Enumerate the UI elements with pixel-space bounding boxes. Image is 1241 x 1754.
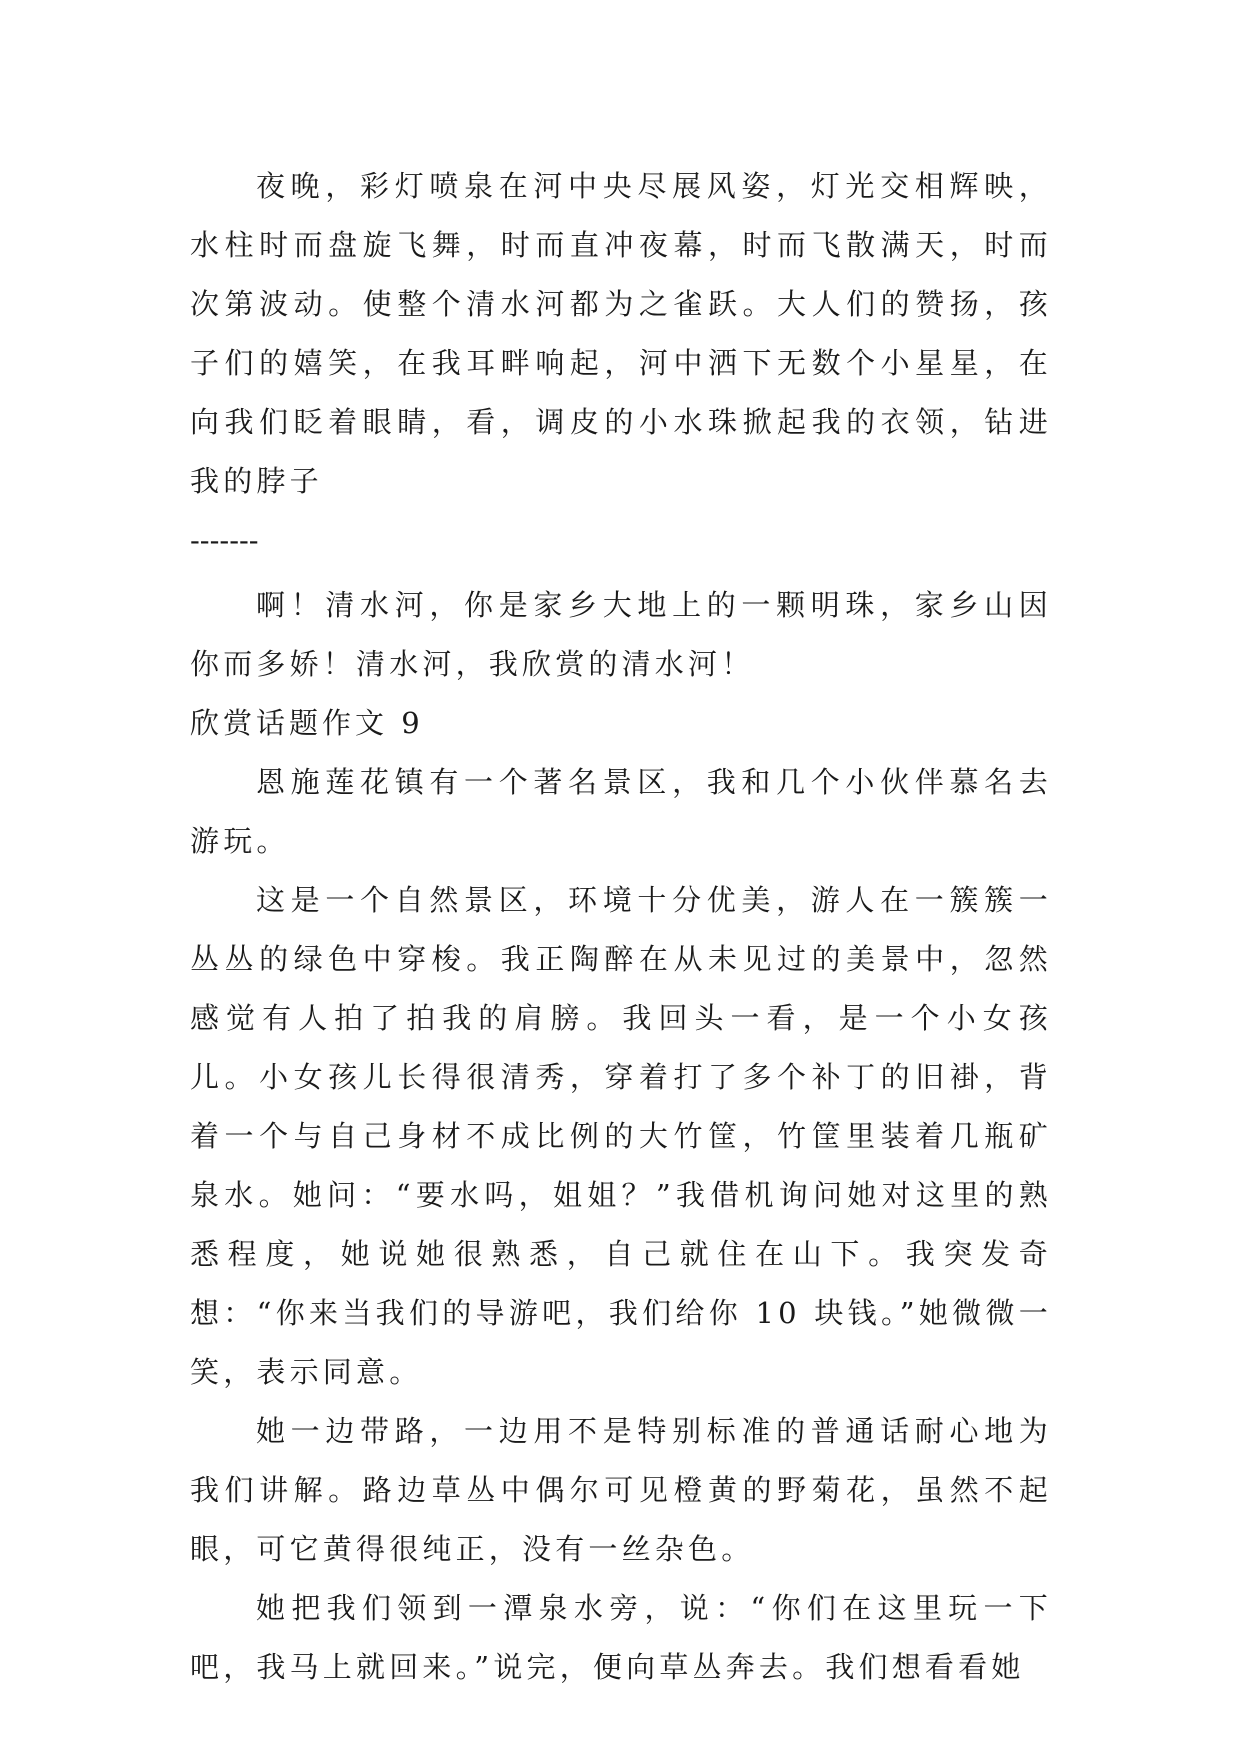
paragraph-girl-guide: 这是一个自然景区，环境十分优美，游人在一簇簇一丛丛的绿色中穿梭。我正陶醉在从未见过的美景中，忽然感觉有人拍了拍我的肩膀。我回头一看，是一个小女孩儿。小女孩儿长得很清秀，穿着打了多个补丁的旧褂，背着一个与自己身材不成比例的大竹筐，竹筐里装着几瓶矿泉水。她问：“要水吗，姐姐？”我借机询问她对这里的熟悉程度，她说她很熟悉，自己就住在山下。我突发奇想：“你来当我们的导游吧，我们给你 10 块钱。”她微微一笑，表示同意。 (190, 883, 1052, 1389)
paragraph-explanation: 她一边带路，一边用不是特别标准的普通话耐心地为我们讲解。路边草丛中偶尔可见橙黄的野菊花，虽然不起眼，可它黄得很纯正，没有一丝杂色。 (190, 1414, 1052, 1566)
paragraph-fountain-night: 夜晚，彩灯喷泉在河中央尽展风姿，灯光交相辉映，水柱时而盘旋飞舞，时而直冲夜幕，时而飞散满天，时而次第波动。使整个清水河都为之雀跃。大人们的赞扬，孩子们的嬉笑，在我耳畔响起，河中洒下无数个小星星，在向我们眨着眼睛，看，调皮的小水珠掀起我的衣领，钻进我的脖子 (190, 169, 1052, 498)
paragraph-spring: 她把我们领到一潭泉水旁，说：“你们在这里玩一下吧，我马上就回来。”说完，便向草丛奔去。我们想看看她 (190, 1591, 1052, 1684)
dash-separator: ------- (190, 523, 259, 557)
document-body (190, 157, 1052, 1697)
paragraph-intro: 恩施莲花镇有一个著名景区，我和几个小伙伴慕名去游玩。 (190, 765, 1052, 858)
section-title: 欣赏话题作文 9 (190, 706, 424, 740)
paragraph-closing: 啊！清水河，你是家乡大地上的一颗明珠，家乡山因你而多娇！清水河，我欣赏的清水河！ (190, 588, 1052, 681)
